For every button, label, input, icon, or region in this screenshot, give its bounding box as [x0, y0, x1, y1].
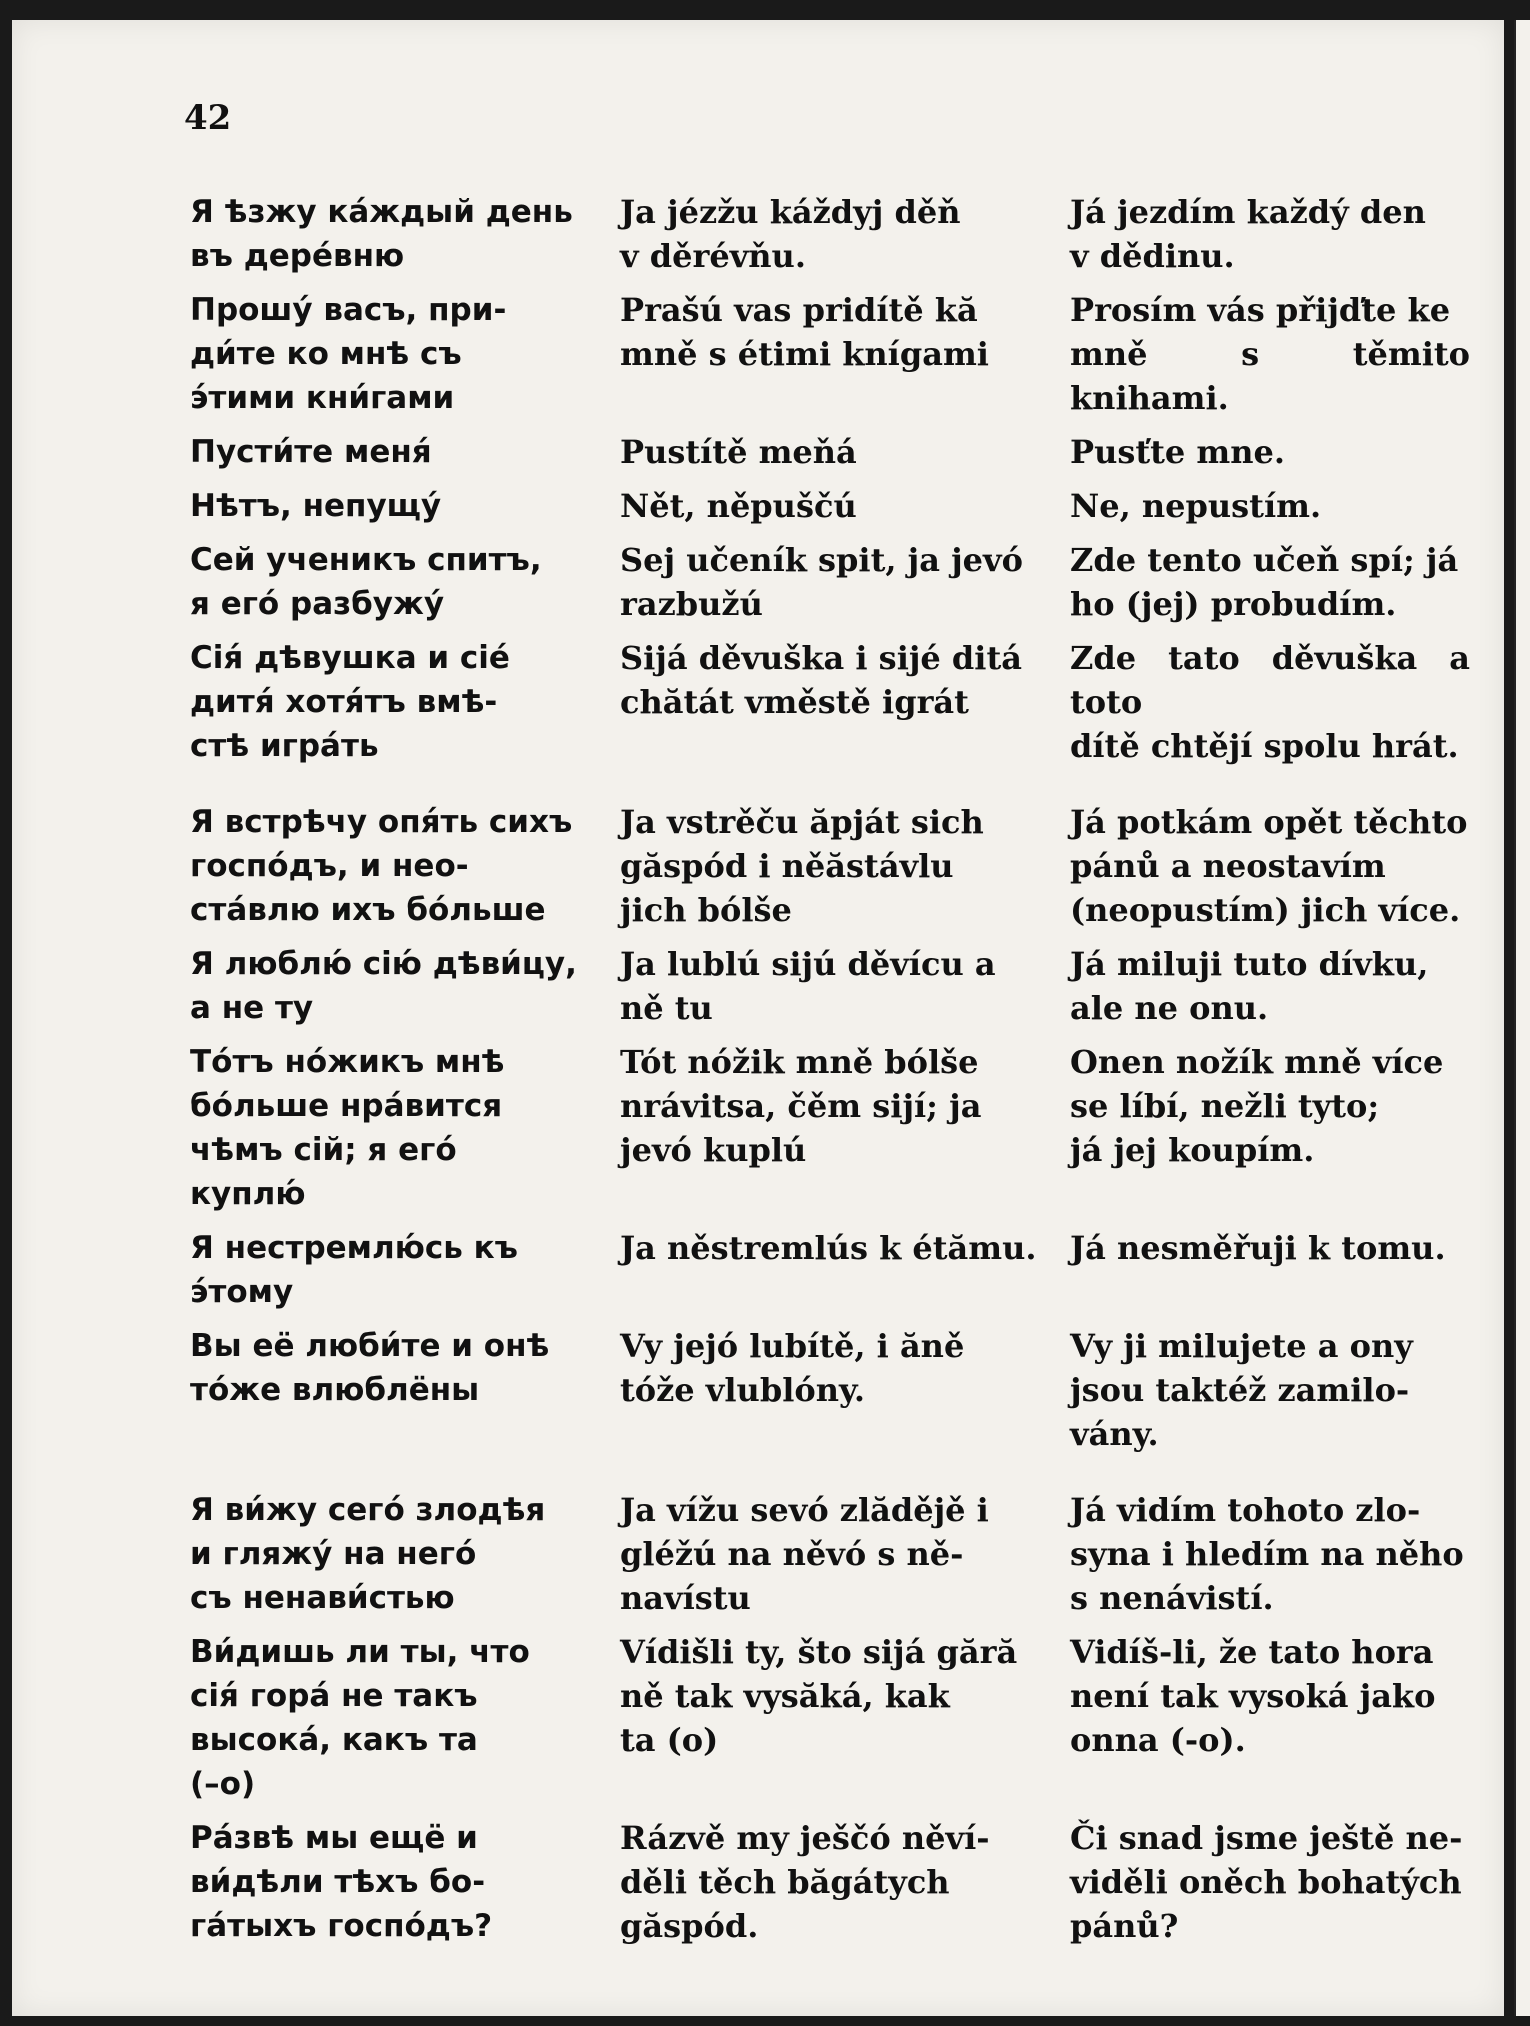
- russian-text: Ви́дишь ли ты, что сія́ гора́ не такъ высока́, какъ та (–о): [190, 1634, 530, 1802]
- table-row: [190, 538, 1470, 626]
- russian-text: Я нестремлю́сь къ э́тому: [190, 1230, 518, 1310]
- transliteration-text: Vídišli ty, što sijá gără ně tak vysăká, kak ta (o): [620, 1633, 1018, 1759]
- table-row: [190, 800, 1470, 932]
- russian-text: Ра́звѣ мы ещё и ви́дѣли тѣхъ бо- га́тыхъ госпо́дъ?: [190, 1820, 493, 1944]
- czech-text: Či snad jsme ještě ne- viděli oněch bohatých pánů?: [1070, 1819, 1463, 1945]
- czech-text: Onen nožík mně více se líbí, nežli tyto; já jej koupím.: [1070, 1043, 1444, 1169]
- czech-text: Já jezdím každý den v dědinu.: [1070, 193, 1426, 275]
- table-row: [190, 288, 1470, 420]
- czech-text: Pusťte mne.: [1070, 433, 1286, 471]
- russian-text: Я ви́жу сего́ злодѣя и гляжу́ на него́ съ ненави́стью: [190, 1492, 546, 1616]
- czech-text: Já miluji tuto dívku, ale ne onu.: [1070, 945, 1429, 1027]
- transliteration-text: Ja něstremlús k étămu.: [620, 1229, 1037, 1267]
- adjacent-page-edge: [1514, 20, 1530, 2016]
- czech-text: Zde tato děvuška a toto dítě chtějí spolu hrát.: [1070, 639, 1470, 765]
- transliteration-text: Ja jézžu káždyj děň v děrévňu.: [620, 193, 961, 275]
- russian-text: Я люблю́ сію́ дѣви́цу, а не ту: [190, 946, 577, 1026]
- page-number: 42: [184, 98, 232, 138]
- czech-text: Vidíš-li, že tato hora není tak vysoká jako onna (-o).: [1070, 1633, 1436, 1759]
- czech-text: Ne, nepustím.: [1070, 487, 1322, 525]
- table-row: [190, 1488, 1470, 1620]
- czech-text: Prosím vás přijďte ke mně s těmito knihami.: [1070, 291, 1470, 417]
- transliteration-text: Rázvě my ješčó něví- děli těch băgátych găspód.: [620, 1819, 990, 1945]
- table-row: [190, 190, 1470, 278]
- table-row: [190, 1630, 1470, 1806]
- transliteration-text: Nět, něpuščú: [620, 487, 857, 525]
- phrase-table: [190, 190, 1470, 1958]
- russian-text: Сія́ дѣвушка и сіе́ дитя́ хотя́тъ вмѣ- стѣ игра́ть: [190, 640, 510, 764]
- transliteration-text: Ja vstrěču ăpját sich găspód i něăstávlu jich bólše: [620, 803, 984, 929]
- czech-text: Já potkám opět těchto pánů a neostavím (neopustím) jich více.: [1070, 803, 1468, 929]
- table-row: [190, 1226, 1470, 1314]
- transliteration-text: Tót nóžik mně bólše nrávitsa, čěm sijí; ja jevó kuplú: [620, 1043, 982, 1169]
- transliteration-text: Ja lublú sijú děvícu a ně tu: [620, 945, 996, 1027]
- transliteration-text: Ja vížu sevó zlădějě i gléžú na něvó s ně- navístu: [620, 1491, 989, 1617]
- table-row: [190, 636, 1470, 768]
- russian-text: Прошу́ васъ, при- ди́те ко мнѣ съ э́тими кни́гами: [190, 292, 507, 416]
- czech-text: Zde tento učeň spí; já ho (jej) probudím.: [1070, 541, 1459, 623]
- transliteration-text: Prašú vas pridítě kă mně s étimi knígami: [620, 291, 989, 373]
- table-row: [190, 1816, 1470, 1948]
- transliteration-text: Sijá děvuška i sijé ditá chătát vměstě igrát: [620, 639, 1022, 721]
- russian-text: Я встрѣчу опя́ть сихъ госпо́дъ, и нео- ста́влю ихъ бо́льше: [190, 804, 573, 928]
- russian-text: Нѣтъ, непущу́: [190, 488, 442, 524]
- table-row: [190, 430, 1470, 474]
- table-row: [190, 942, 1470, 1030]
- russian-text: Вы её люби́те и онѣ то́же влюблёны: [190, 1328, 550, 1408]
- russian-text: Пусти́те меня́: [190, 434, 432, 470]
- czech-text: Já nesměřuji k tomu.: [1070, 1229, 1446, 1267]
- transliteration-text: Pustítě meňá: [620, 433, 857, 471]
- czech-text: Vy ji milujete a ony jsou taktéž zamilo- vány.: [1070, 1327, 1413, 1453]
- russian-text: Я ѣзжу ка́ждый день въ дере́вню: [190, 194, 573, 274]
- table-row: [190, 1040, 1470, 1216]
- transliteration-text: Vy jejó lubítě, i ăně tóže vlublóny.: [620, 1327, 965, 1409]
- transliteration-text: Sej učeník spit, ja jevó razbužú: [620, 541, 1023, 623]
- russian-text: То́тъ но́жикъ мнѣ бо́льше нра́вится чѣмъ сій; я его́ куплю́: [190, 1044, 505, 1212]
- russian-text: Сей ученикъ спитъ, я его́ разбужу́: [190, 542, 542, 622]
- table-row: [190, 484, 1470, 528]
- czech-text: Já vidím tohoto zlo- syna i hledím na něho s nenávistí.: [1070, 1491, 1464, 1617]
- table-row: [190, 1324, 1470, 1456]
